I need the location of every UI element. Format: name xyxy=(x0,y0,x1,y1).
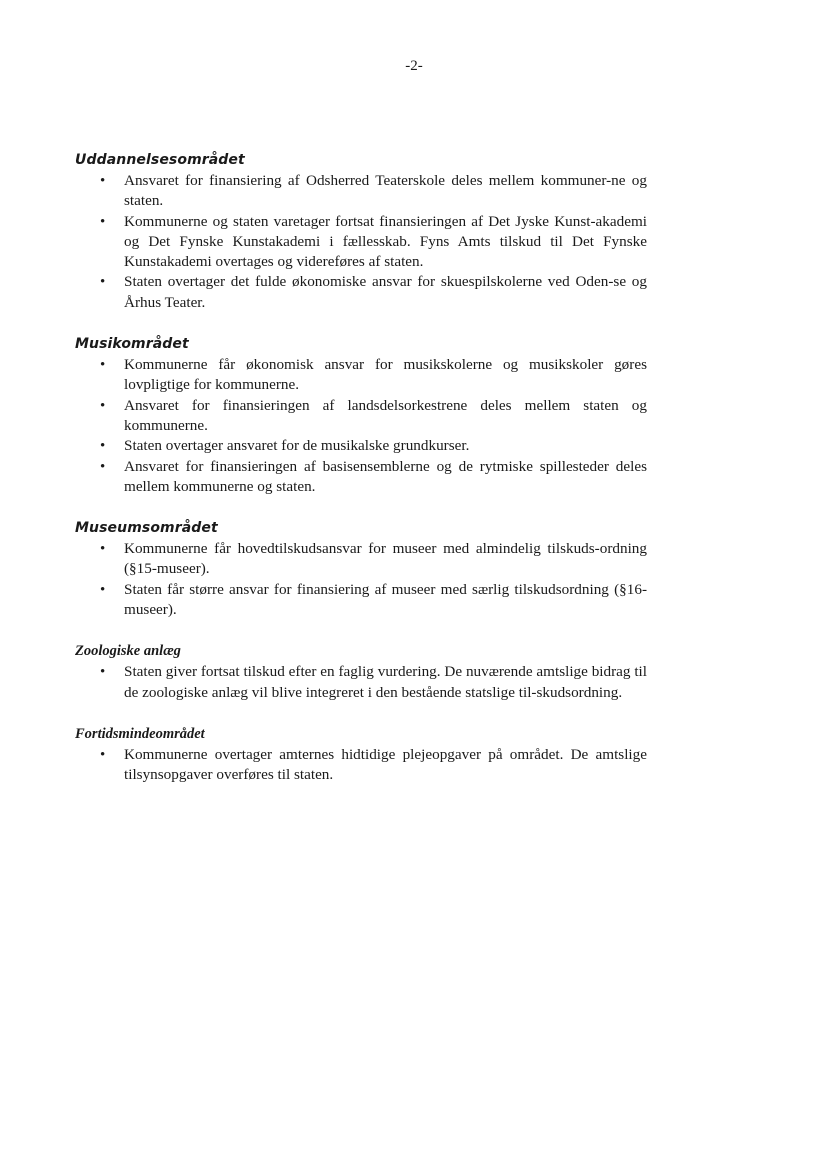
list-item xyxy=(75,355,647,396)
list-item-text: Kommunerne overtager amternes hidtidige plejeopgaver på området. De amtslige tilsynsopgaver overføres til staten. xyxy=(124,745,647,784)
list-item xyxy=(75,580,647,621)
list-item xyxy=(75,171,647,212)
bullet-list xyxy=(75,171,647,313)
page-number: -2- xyxy=(405,58,423,74)
section-uddannelse xyxy=(75,150,647,313)
list-item-text: Kommunerne og staten varetager fortsat finansieringen af Det Jyske Kunst-akademi og Det Fynske Kunstakademi i fællesskab. Fyns Amts tilskud til Det Fynske Kunstakademi overtages og videreføres af staten. xyxy=(124,212,647,271)
list-item-text: Kommunerne får hovedtilskudsansvar for museer med almindelig tilskuds-ordning (§15-museer). xyxy=(124,540,647,578)
list-item-text: Staten giver fortsat tilskud efter en faglig vurdering. De nuværende amtslige bidrag til de zoologiske anlæg vil blive integreret i den bestående statslige til-skudsordning. xyxy=(124,663,647,701)
section-heading: Museumsområdet xyxy=(75,520,218,537)
bullet-icon: • xyxy=(100,357,106,374)
bullet-icon: • xyxy=(100,664,106,681)
section-heading: Musikområdet xyxy=(75,336,189,353)
bullet-icon: • xyxy=(100,213,106,230)
section-musik xyxy=(75,334,647,497)
section-heading: Zoologiske anlæg xyxy=(75,643,181,660)
list-item-text: Staten overtager ansvaret for de musikalske grundkurser. xyxy=(124,437,470,455)
list-item xyxy=(75,272,647,313)
bullet-icon: • xyxy=(100,458,106,475)
list-item xyxy=(75,539,647,580)
list-item xyxy=(75,212,647,273)
bullet-list xyxy=(75,539,647,620)
list-item-text: Kommunerne får økonomisk ansvar for musikskolerne og musikskoler gøres lovpligtige for kommunerne. xyxy=(124,356,647,394)
bullet-list xyxy=(75,662,647,703)
bullet-list xyxy=(75,355,647,497)
bullet-icon: • xyxy=(100,746,106,763)
bullet-icon: • xyxy=(100,397,106,414)
list-item-text: Ansvaret for finansiering af Odsherred Teaterskole deles mellem kommuner-ne og staten. xyxy=(124,172,647,210)
section-heading: Uddannelsesområdet xyxy=(75,152,245,168)
section-zoologiske-anlaeg xyxy=(75,641,647,703)
list-item xyxy=(75,745,647,786)
bullet-icon: • xyxy=(100,438,106,455)
list-item-text: Ansvaret for finansieringen af landsdelsorkestrene deles mellem staten og kommunerne. xyxy=(124,396,647,434)
bullet-list xyxy=(75,745,647,786)
bullet-icon: • xyxy=(100,581,106,598)
bullet-icon: • xyxy=(100,541,106,558)
section-museum xyxy=(75,518,647,620)
list-item xyxy=(75,662,647,703)
list-item-text: Ansvaret for finansieringen af basisensemblerne og de rytmiske spillesteder deles mellem kommunerne og staten. xyxy=(124,457,647,495)
list-item xyxy=(75,396,647,437)
list-item xyxy=(75,436,647,456)
bullet-icon: • xyxy=(100,173,106,189)
list-item-text: Staten får større ansvar for finansiering af museer med særlig tilskudsordning (§16-museer). xyxy=(124,580,647,619)
list-item xyxy=(75,457,647,498)
list-item-text: Staten overtager det fulde økonomiske ansvar for skuespilskolerne ved Oden-se og Århus Teater. xyxy=(124,273,647,311)
section-heading: Fortidsmindeområdet xyxy=(75,725,205,742)
section-fortidsminde xyxy=(75,724,647,786)
bullet-icon: • xyxy=(100,274,106,291)
document-body xyxy=(75,150,647,807)
